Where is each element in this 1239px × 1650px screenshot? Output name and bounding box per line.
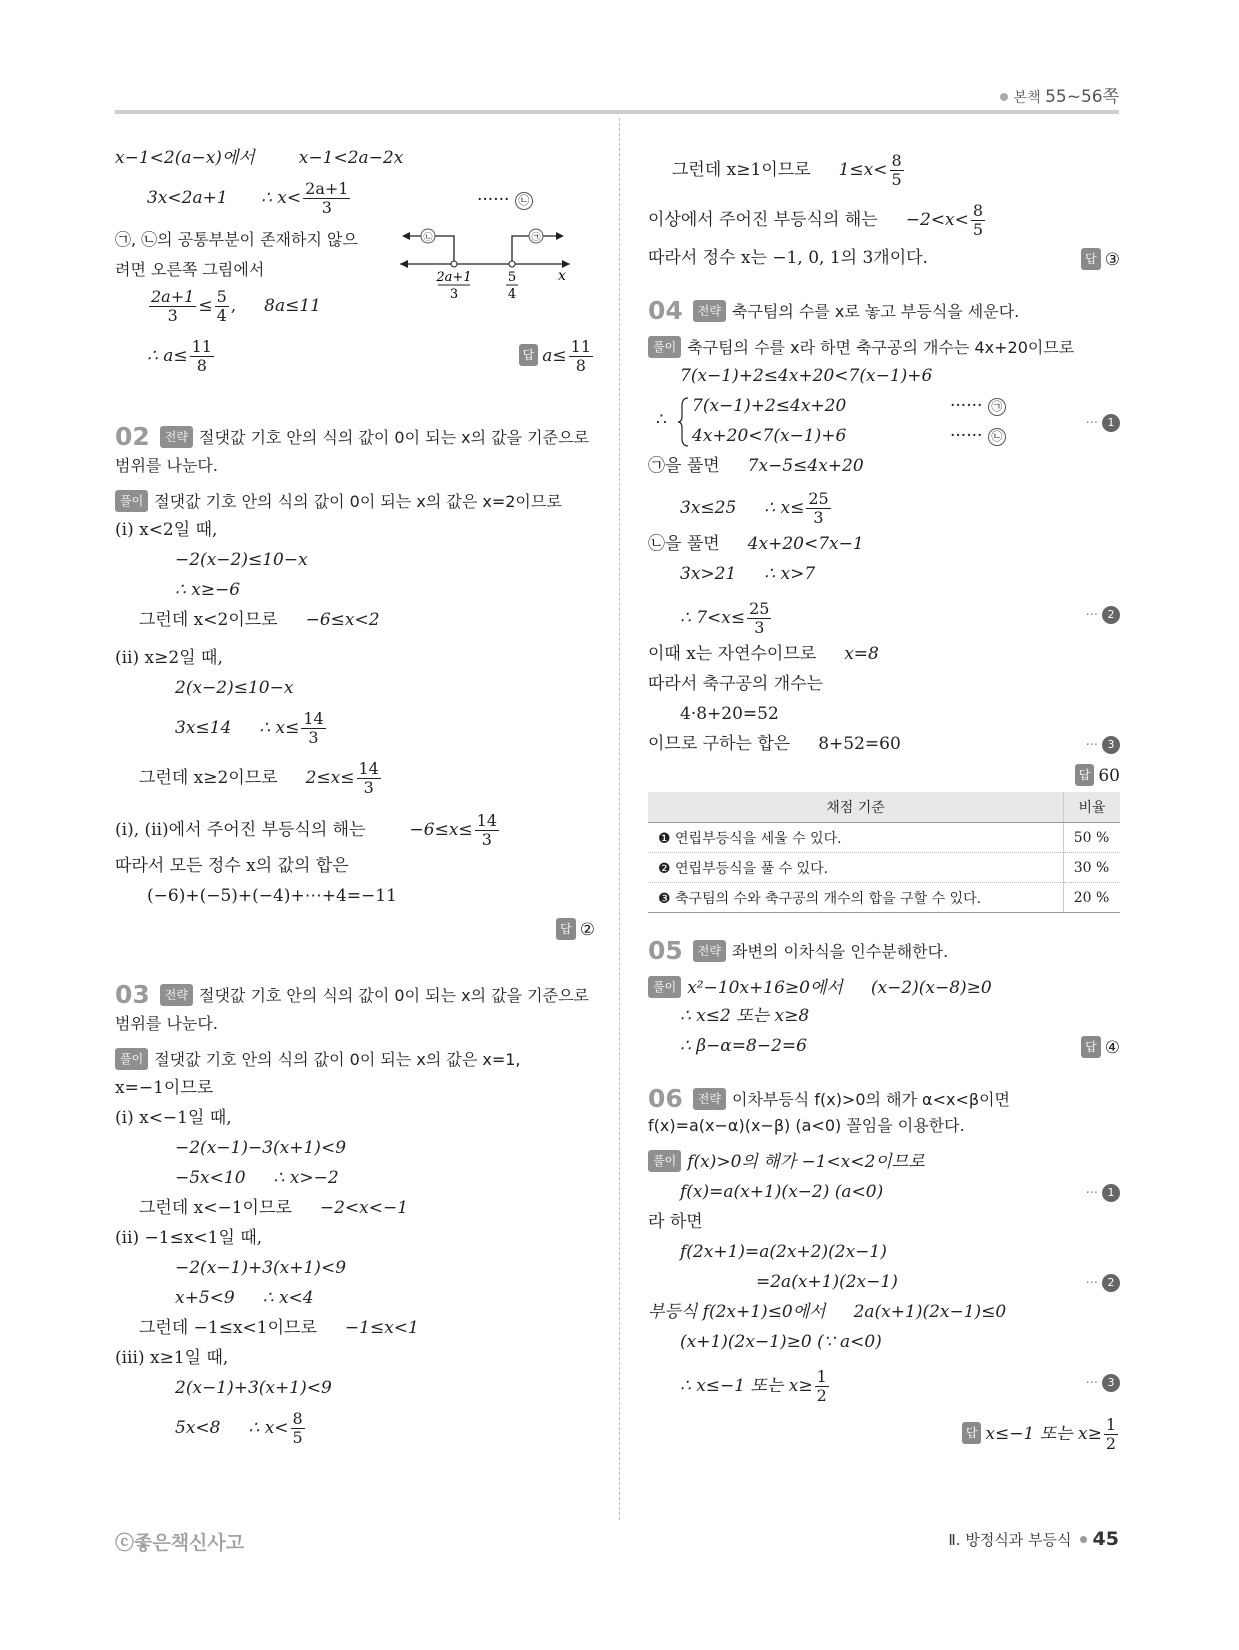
solution-line: 3x≤14 ∴ x≤ $\frac{14}{3}$ — [175, 709, 324, 747]
solution-line: 부등식 f(2x+1)≤0에서 2a(x+1)(2x−1)≤0 — [648, 1302, 1007, 1322]
problem-03-title: 03 전략 절댓값 기호 안의 식의 값이 0이 되는 x의 값을 기준으로 — [115, 980, 589, 1009]
solution-line: f(x)=a(x+1)(x−2) (a<0) — [680, 1182, 884, 1202]
solution-line: f(2x+1)=a(2x+2)(2x−1) — [680, 1242, 887, 1262]
problem-06-title: 06 전략 이차부등식 f(x)>0의 해가 α<x<β이면 — [648, 1084, 1011, 1113]
solution-line: 4·8+20=52 — [680, 704, 779, 724]
solution-line: −2(x−1)−3(x+1)<9 — [175, 1138, 347, 1158]
table-row: ❶ 연립부등식을 세울 수 있다. 50 % — [648, 823, 1120, 853]
solution-line: 려면 오른쪽 그림에서 — [115, 260, 265, 279]
table-row: ❸ 축구팀의 수와 축구공의 개수의 합을 구할 수 있다. 20 % — [648, 883, 1120, 913]
case-label: (ⅰ) x<2일 때, — [115, 520, 218, 540]
solution-line: 그런데 x<2이므로 −6≤x<2 — [139, 610, 380, 630]
table-header: 채점 기준 — [648, 792, 1064, 823]
step-marker: ··· 3 — [1086, 1372, 1120, 1394]
label-c1: ㉠ — [531, 233, 541, 243]
solution-line: 풀이 절댓값 기호 안의 식의 값이 0이 되는 x의 값은 x=2이므로 — [115, 490, 562, 512]
solution-line: 이므로 구하는 합은 8+52=60 — [648, 734, 901, 754]
system-equation-2: 4x+20<7(x−1)+6 — [692, 426, 847, 446]
solution-line: ∴ x≤−1 또는 x≥ $\frac{1}{2}$ — [680, 1367, 827, 1405]
solution-line: 따라서 정수 x는 −1, 0, 1의 3개이다. — [648, 248, 928, 268]
solution-line: −5x<10 ∴ x>−2 — [175, 1168, 339, 1188]
number-line-diagram — [398, 224, 573, 310]
solution-line: ㉠을 풀면 7x−5≤4x+20 — [648, 456, 864, 476]
solution-line: 2(x−2)≤10−x — [175, 678, 294, 698]
solution-line: 이때 x는 자연수이므로 x=8 — [648, 644, 879, 664]
equation-mark: ······ ㉠ — [950, 396, 1006, 416]
step-marker: ··· 2 — [1086, 1272, 1120, 1294]
solution-line: 풀이 절댓값 기호 안의 식의 값이 0이 되는 x의 값은 x=1, — [115, 1048, 521, 1070]
solution-line: 3x>21 ∴ x>7 — [680, 564, 816, 584]
solution-line: ㉡을 풀면 4x+20<7x−1 — [648, 534, 864, 554]
step-marker: ··· 1 — [1086, 412, 1120, 434]
tick-label-num: 2a+1 — [436, 270, 472, 285]
solution-line: ∴ x≤2 또는 x≥8 — [680, 1006, 810, 1026]
solution-line: (x+1)(2x−1)≥0 (∵ a<0) — [680, 1332, 882, 1352]
page-reference: 본책 55~56쪽 — [1000, 82, 1119, 107]
solution-line: x−1<2(a−x)에서 x−1<2a−2x — [115, 148, 404, 168]
problem-04-title: 04 전략 축구팀의 수를 x로 놓고 부등식을 세운다. — [648, 296, 1020, 325]
open-point-right — [509, 261, 515, 267]
case-label: (ⅲ) x≥1일 때, — [115, 1348, 229, 1368]
brace-icon — [678, 396, 690, 448]
answer: 답 x≤−1 또는 x≥ $\frac{1}{2}$ — [962, 1416, 1120, 1453]
range-arrow-c1 — [556, 232, 564, 240]
solution-line: −2(x−1)+3(x+1)<9 — [175, 1258, 347, 1278]
answer: 답 ③ — [1081, 248, 1120, 270]
bullet-icon — [1080, 1536, 1087, 1543]
problem-03-title-cont: 범위를 나눈다. — [115, 1014, 218, 1033]
publisher-logo: ⓒ좋은책신사고 — [115, 1532, 245, 1554]
solution-line: ㉠, ㉡의 공통부분이 존재하지 않으 — [115, 230, 358, 249]
solution-line: 5x<8 ∴ x< $\frac{8}{5}$ — [175, 1409, 303, 1447]
table-header: 비율 — [1064, 792, 1121, 823]
solution-line: ∴ a≤ $\frac{11}{8}$ — [147, 337, 212, 375]
problem-05-title: 05 전략 좌변의 이차식을 인수분해한다. — [648, 936, 949, 965]
tick-label-den: 3 — [449, 287, 459, 302]
answer: 답 60 — [1075, 764, 1120, 786]
solution-line: 7(x−1)+2≤4x+20<7(x−1)+6 — [680, 366, 933, 386]
answer: 답 ② — [556, 918, 595, 940]
solution-line: −2(x−2)≤10−x — [175, 550, 308, 570]
solution-line: 이상에서 주어진 부등식의 해는 −2<x< $\frac{8}{5}$ — [648, 201, 984, 239]
solution-line: =2a(x+1)(2x−1) — [756, 1272, 898, 1292]
problem-02-title-cont: 범위를 나눈다. — [115, 456, 218, 475]
solution-line: ∴ x≥−6 — [175, 580, 241, 600]
solution-line: 3x<2a+1 ∴ x< $\frac{2a+1}{3}$ — [147, 179, 349, 217]
problem-02-title: 02 전략 절댓값 기호 안의 식의 값이 0이 되는 x의 값을 기준으로 — [115, 422, 589, 451]
header-rule — [115, 110, 1119, 114]
solution-line: $\frac{2a+1}{3}$ ≤ $\frac{5}{4}$ , 8a≤11 — [151, 287, 321, 325]
solution-line: 그런데 x≥1이므로 1≤x< $\frac{8}{5}$ — [672, 151, 902, 189]
solution-line: 라 하면 — [648, 1212, 703, 1232]
solution-line: ∴ 7<x≤ $\frac{25}{3}$ — [680, 599, 770, 637]
page-number: 45 — [1092, 1528, 1119, 1550]
system-equation-1: 7(x−1)+2≤4x+20 — [692, 396, 847, 416]
solution-line: (−6)+(−5)+(−4)+⋯+4=−11 — [147, 886, 397, 906]
open-point-left — [451, 261, 457, 267]
range-arrow-c2 — [402, 232, 410, 240]
step-marker: ··· 2 — [1086, 604, 1120, 626]
solution-line: 2(x−1)+3(x+1)<9 — [175, 1378, 332, 1398]
solution-line: (ⅰ), (ⅱ)에서 주어진 부등식의 해는 −6≤x≤ $\frac{14}{3}$ — [115, 811, 498, 849]
answer: 답 ④ — [1081, 1036, 1120, 1058]
solution-line: ∴ β−α=8−2=6 — [680, 1036, 807, 1056]
scoring-table — [648, 792, 1120, 913]
bullet-icon — [1000, 93, 1008, 101]
solution-line: 그런데 −1≤x<1이므로 −1≤x<1 — [139, 1318, 419, 1338]
solution-line: 풀이 축구팀의 수를 x라 하면 축구공의 개수는 4x+20이므로 — [648, 336, 1074, 358]
case-label: (ⅱ) x≥2일 때, — [115, 648, 223, 668]
solution-line: 풀이 x²−10x+16≥0에서 (x−2)(x−8)≥0 — [648, 976, 992, 998]
case-label: (ⅱ) −1≤x<1일 때, — [115, 1228, 263, 1248]
solution-line: x=−1이므로 — [115, 1078, 214, 1098]
table-row: ❷ 연립부등식을 풀 수 있다. 30 % — [648, 853, 1120, 883]
solution-line: 3x≤25 ∴ x≤ $\frac{25}{3}$ — [680, 489, 829, 527]
tick-label-num: 5 — [507, 270, 517, 285]
equation-mark: ······ ㉡ — [950, 426, 1006, 446]
step-marker: ··· 1 — [1086, 1182, 1120, 1204]
solution-line: 풀이 f(x)>0의 해가 −1<x<2이므로 — [648, 1150, 925, 1172]
case-label: (ⅰ) x<−1일 때, — [115, 1108, 232, 1128]
tick-label-den: 4 — [507, 287, 517, 302]
fraction: $\frac{2a+1}{3}$ — [305, 179, 349, 217]
solution-line: 그런데 x<−1이므로 −2<x<−1 — [139, 1198, 409, 1218]
problem-06-title-cont: f(x)=a(x−α)(x−β) (a<0) 꼴임을 이용한다. — [648, 1116, 965, 1135]
solution-line: 그런데 x≥2이므로 2≤x≤ $\frac{14}{3}$ — [139, 759, 379, 797]
axis-arrow-right — [562, 260, 570, 268]
label-c2: ㉡ — [423, 233, 433, 243]
equation-mark: ······ ㉡ — [477, 190, 533, 210]
step-marker: ··· 3 — [1086, 734, 1120, 756]
solution-line: 따라서 모든 정수 x의 값의 합은 — [115, 856, 349, 876]
solution-line: 따라서 축구공의 개수는 — [648, 674, 824, 694]
answer: 답 a≤ $\frac{11}{8}$ — [519, 338, 595, 375]
solution-line: x+5<9 ∴ x<4 — [175, 1288, 314, 1308]
column-divider — [619, 118, 620, 1520]
axis-arrow-left — [400, 260, 408, 268]
chapter-footer: Ⅱ. 방정식과 부등식 45 — [948, 1528, 1119, 1550]
axis-label: x — [558, 268, 566, 284]
solution-line: ∴ — [656, 410, 667, 430]
